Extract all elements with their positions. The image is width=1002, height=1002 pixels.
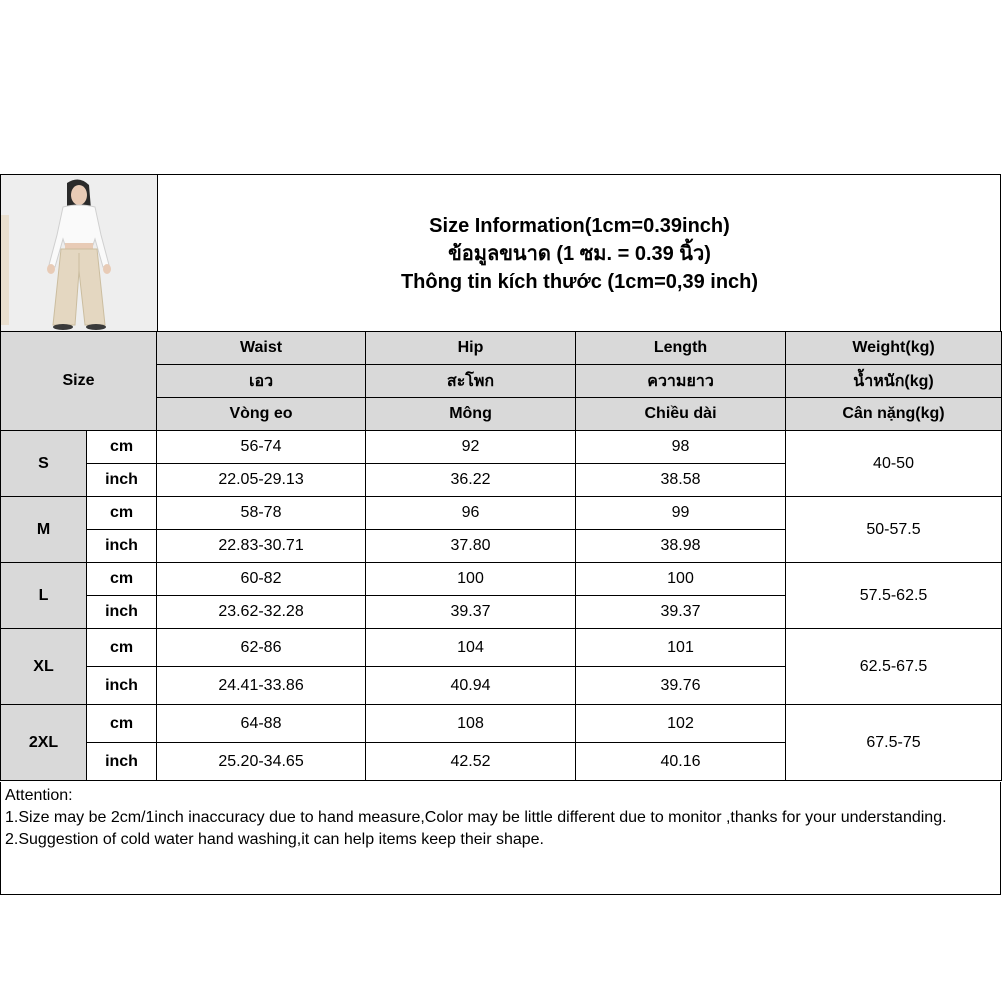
length-value: 39.76	[576, 667, 786, 705]
unit-label: inch	[87, 596, 157, 629]
hip-value: 104	[366, 629, 576, 667]
col-header-length-thai: ความยาว	[576, 365, 786, 398]
size-label: 2XL	[1, 705, 87, 781]
waist-value: 56-74	[157, 431, 366, 464]
col-header-waist-thai: เอว	[157, 365, 366, 398]
waist-value: 24.41-33.86	[157, 667, 366, 705]
unit-label: inch	[87, 464, 157, 497]
table-row	[1, 431, 1002, 464]
length-value: 100	[576, 563, 786, 596]
hip-value: 96	[366, 497, 576, 530]
attention-note-2: 2.Suggestion of cold water hand washing,it can help items keep their shape.	[5, 831, 544, 848]
hip-value: 37.80	[366, 530, 576, 563]
hip-value: 92	[366, 431, 576, 464]
length-value: 39.37	[576, 596, 786, 629]
unit-label: inch	[87, 667, 157, 705]
hip-value: 36.22	[366, 464, 576, 497]
size-label: S	[1, 431, 87, 497]
size-header: Size	[1, 332, 157, 431]
table-row	[1, 705, 1002, 743]
weight-value: 67.5-75	[786, 705, 1002, 781]
unit-label: cm	[87, 563, 157, 596]
length-value: 38.98	[576, 530, 786, 563]
product-photo	[1, 175, 158, 332]
col-header-weight-vi: Cân nặng(kg)	[786, 398, 1002, 431]
attention-title: Attention:	[5, 787, 73, 804]
col-header-hip-thai: สะโพก	[366, 365, 576, 398]
size-label: L	[1, 563, 87, 629]
col-header-weight: Weight(kg)	[786, 332, 1002, 365]
waist-value: 23.62-32.28	[157, 596, 366, 629]
size-label: M	[1, 497, 87, 563]
size-chart	[0, 174, 1001, 895]
table-row	[1, 563, 1002, 596]
hip-value: 40.94	[366, 667, 576, 705]
unit-label: cm	[87, 431, 157, 464]
table-row	[1, 629, 1002, 667]
waist-value: 25.20-34.65	[157, 743, 366, 781]
waist-value: 58-78	[157, 497, 366, 530]
unit-label: inch	[87, 743, 157, 781]
col-header-length-vi: Chiều dài	[576, 398, 786, 431]
table-row	[1, 497, 1002, 530]
col-header-hip-vi: Mông	[366, 398, 576, 431]
hip-value: 42.52	[366, 743, 576, 781]
attention-notes	[0, 782, 1001, 895]
waist-value: 62-86	[157, 629, 366, 667]
weight-value: 40-50	[786, 431, 1002, 497]
col-header-waist-vi: Vòng eo	[157, 398, 366, 431]
hip-value: 39.37	[366, 596, 576, 629]
title-vietnamese: Thông tin kích thước (1cm=0,39 inch)	[400, 270, 759, 293]
unit-label: cm	[87, 629, 157, 667]
size-information-title	[159, 175, 1000, 332]
unit-label: cm	[87, 705, 157, 743]
weight-value: 57.5-62.5	[786, 563, 1002, 629]
waist-value: 22.05-29.13	[157, 464, 366, 497]
weight-value: 50-57.5	[786, 497, 1002, 563]
col-header-length: Length	[576, 332, 786, 365]
size-chart-header	[0, 174, 1001, 332]
header-row-english	[1, 332, 1002, 365]
hip-value: 108	[366, 705, 576, 743]
col-header-weight-thai: น้ำหนัก(kg)	[786, 365, 1002, 398]
length-value: 98	[576, 431, 786, 464]
col-header-waist: Waist	[157, 332, 366, 365]
title-english: Size Information(1cm=0.39inch)	[429, 214, 730, 237]
title-thai: ข้อมูลขนาด (1 ซม. = 0.39 นิ้ว)	[448, 242, 711, 265]
size-label: XL	[1, 629, 87, 705]
unit-label: cm	[87, 497, 157, 530]
waist-value: 60-82	[157, 563, 366, 596]
size-table	[0, 331, 1002, 781]
length-value: 38.58	[576, 464, 786, 497]
model-wearing-pants-image	[1, 175, 158, 332]
length-value: 101	[576, 629, 786, 667]
weight-value: 62.5-67.5	[786, 629, 1002, 705]
waist-value: 22.83-30.71	[157, 530, 366, 563]
attention-note-1: 1.Size may be 2cm/1inch inaccuracy due to hand measure,Color may be little different due to monitor ,thanks for your understanding.	[5, 809, 947, 826]
length-value: 40.16	[576, 743, 786, 781]
col-header-hip: Hip	[366, 332, 576, 365]
length-value: 99	[576, 497, 786, 530]
waist-value: 64-88	[157, 705, 366, 743]
hip-value: 100	[366, 563, 576, 596]
unit-label: inch	[87, 530, 157, 563]
length-value: 102	[576, 705, 786, 743]
